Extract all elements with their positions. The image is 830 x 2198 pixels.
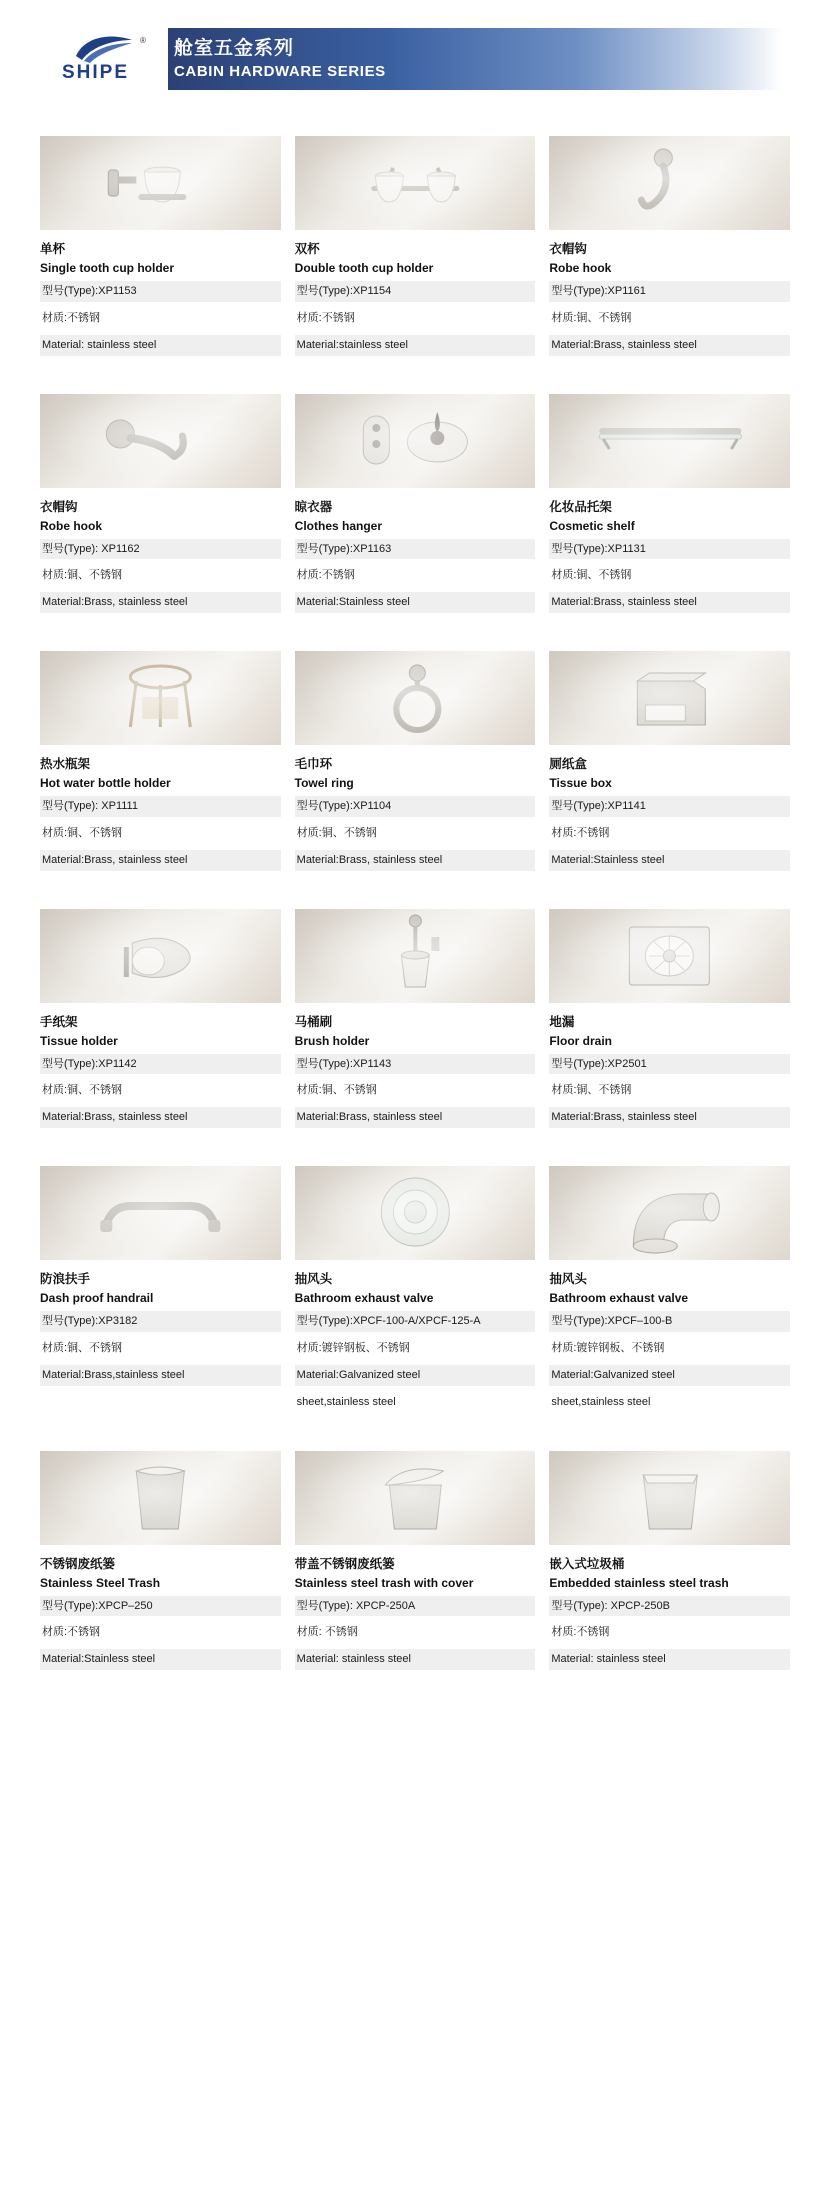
product-grid xyxy=(40,136,790,1670)
product-name-en: Hot water bottle holder xyxy=(40,776,171,791)
product-card[interactable] xyxy=(295,651,536,871)
product-material-en: Material:Brass,stainless steel xyxy=(40,1365,281,1386)
brand-logo xyxy=(48,28,168,90)
product-material-cn: 材质:不锈钢 xyxy=(42,311,101,324)
product-material-cn: 材质:铜、不锈钢 xyxy=(551,311,632,324)
product-name-cn: 抽风头 xyxy=(294,1272,333,1287)
product-image xyxy=(549,136,790,230)
product-card[interactable] xyxy=(295,136,536,356)
page-title-en: CABIN HARDWARE SERIES xyxy=(174,62,386,80)
product-name-cn: 手纸架 xyxy=(40,1014,78,1029)
product-card[interactable] xyxy=(40,1451,281,1671)
product-material-en: Material:Stainless steel xyxy=(295,592,536,613)
product-name-en: Clothes hanger xyxy=(294,518,383,533)
product-name-cn: 抽风头 xyxy=(549,1272,587,1287)
product-model: 型号(Type):XP1163 xyxy=(295,539,536,560)
product-name-cn: 化妆品托架 xyxy=(549,499,612,514)
product-material-cn: 材质:镀锌钢板、不锈钢 xyxy=(296,1341,410,1354)
product-image xyxy=(549,651,790,745)
page-title-cn: 舱室五金系列 xyxy=(174,37,295,59)
product-name-en: Single tooth cup holder xyxy=(40,261,174,275)
product-name-en: Stainless steel trash with cover xyxy=(294,1575,474,1590)
product-material-cn: 材质:铜、不锈钢 xyxy=(551,569,632,582)
product-name-en: Towel ring xyxy=(294,776,354,791)
product-name-cn: 嵌入式垃圾桶 xyxy=(549,1556,625,1571)
product-model: 型号(Type): XPCP-250B xyxy=(549,1596,790,1617)
product-image xyxy=(40,1166,281,1260)
product-name-en: Stainless Steel Trash xyxy=(40,1575,161,1590)
product-material-en: Material: stainless steel xyxy=(295,1649,536,1670)
product-material-en: Material:Brass, stainless steel xyxy=(549,592,790,613)
product-card[interactable] xyxy=(40,651,281,871)
brand-name: SHIPE xyxy=(62,62,130,83)
product-image xyxy=(549,909,790,1003)
product-name-cn: 厕纸盒 xyxy=(549,757,587,772)
product-material-cn: 材质:不锈钢 xyxy=(296,569,355,582)
product-name-en: Bathroom exhaust valve xyxy=(294,1291,434,1306)
product-material-cn: 材质:不锈钢 xyxy=(42,1626,101,1639)
product-material-en: Material:Brass, stainless steel xyxy=(295,850,536,871)
product-image xyxy=(295,136,536,230)
product-material-cn: 材质:铜、不锈钢 xyxy=(296,1084,377,1097)
product-model: 型号(Type):XPCF–100-B xyxy=(549,1311,790,1332)
product-model: 型号(Type): XP1162 xyxy=(40,539,281,560)
product-model: 型号(Type):XP1142 xyxy=(40,1054,281,1075)
product-name-cn: 双杯 xyxy=(294,242,320,256)
product-material-cn: 材质:铜、不锈钢 xyxy=(42,569,123,582)
product-name-en: Floor drain xyxy=(549,1033,612,1048)
product-model: 型号(Type):XP1154 xyxy=(295,281,536,302)
product-material-en: Material:Galvanized steel xyxy=(549,1365,790,1386)
product-material-en: Material:Brass, stainless steel xyxy=(40,1107,281,1128)
product-model: 型号(Type):XP1131 xyxy=(549,539,790,560)
product-material-en-2: sheet,stainless steel xyxy=(551,1395,651,1408)
product-image xyxy=(40,136,281,230)
product-card[interactable] xyxy=(40,136,281,356)
product-material-en: Material: stainless steel xyxy=(549,1649,790,1670)
product-image xyxy=(549,1451,790,1545)
product-image xyxy=(40,394,281,488)
catalog-page xyxy=(0,28,830,1670)
product-name-en: Robe hook xyxy=(549,261,612,275)
product-card[interactable] xyxy=(549,394,790,614)
product-model: 型号(Type):XP1143 xyxy=(295,1054,536,1075)
product-material-cn: 材质:不锈钢 xyxy=(551,826,610,839)
product-name-en: Embedded stainless steel trash xyxy=(549,1575,729,1590)
product-model: 型号(Type):XP3182 xyxy=(40,1311,281,1332)
page-header xyxy=(48,28,782,90)
product-material-cn: 材质:铜、不锈钢 xyxy=(42,826,123,839)
product-name-cn: 带盖不锈钢废纸篓 xyxy=(294,1556,395,1571)
product-material-en: Material:Brass, stainless steel xyxy=(40,592,281,613)
product-name-en: Cosmetic shelf xyxy=(549,518,635,533)
product-card[interactable] xyxy=(549,909,790,1129)
product-name-en: Dash proof handrail xyxy=(40,1291,154,1306)
product-name-cn: 马桶刷 xyxy=(294,1014,333,1029)
product-material-en: Material:Galvanized steel xyxy=(295,1365,536,1386)
product-model: 型号(Type):XPCP–250 xyxy=(40,1596,281,1617)
product-material-en: Material:stainless steel xyxy=(295,335,536,356)
product-image xyxy=(295,1451,536,1545)
product-name-en: Robe hook xyxy=(40,518,102,533)
product-material-en: Material: stainless steel xyxy=(40,335,281,356)
product-model: 型号(Type):XP2501 xyxy=(549,1054,790,1075)
product-model: 型号(Type):XP1141 xyxy=(549,796,790,817)
product-name-cn: 衣帽钩 xyxy=(40,499,78,514)
registered-mark: ® xyxy=(140,36,146,45)
product-material-en: Material:Brass, stainless steel xyxy=(295,1107,536,1128)
product-name-cn: 衣帽钩 xyxy=(549,242,587,256)
product-material-cn: 材质:不锈钢 xyxy=(551,1626,610,1639)
product-model: 型号(Type): XP1111 xyxy=(40,796,281,817)
product-card[interactable] xyxy=(549,651,790,871)
product-name-en: Tissue holder xyxy=(40,1033,118,1048)
product-card[interactable] xyxy=(549,1451,790,1671)
product-card[interactable] xyxy=(295,1451,536,1671)
product-material-cn: 材质:铜、不锈钢 xyxy=(42,1084,123,1097)
product-name-cn: 防浪扶手 xyxy=(40,1272,91,1287)
product-image xyxy=(40,1451,281,1545)
product-material-cn: 材质: 不锈钢 xyxy=(296,1626,358,1639)
product-name-en: Bathroom exhaust valve xyxy=(549,1291,689,1306)
product-card[interactable] xyxy=(40,909,281,1129)
product-image xyxy=(295,651,536,745)
product-material-cn: 材质:不锈钢 xyxy=(296,311,355,324)
product-name-cn: 不锈钢废纸篓 xyxy=(40,1556,116,1571)
product-name-en: Brush holder xyxy=(294,1033,370,1048)
product-material-cn: 材质:镀锌钢板、不锈钢 xyxy=(551,1341,665,1354)
product-card[interactable] xyxy=(549,136,790,356)
product-name-cn: 地漏 xyxy=(549,1014,575,1029)
product-image xyxy=(295,909,536,1003)
product-image xyxy=(295,394,536,488)
swoosh-icon xyxy=(74,34,136,64)
product-card[interactable] xyxy=(40,394,281,614)
product-card[interactable] xyxy=(295,394,536,614)
product-model: 型号(Type):XPCF-100-A/XPCF-125-A xyxy=(295,1311,536,1332)
header-titles xyxy=(174,37,386,82)
product-card[interactable] xyxy=(295,909,536,1129)
product-card[interactable] xyxy=(549,1166,790,1412)
product-material-cn: 材质:铜、不锈钢 xyxy=(42,1341,123,1354)
product-model: 型号(Type): XPCP-250A xyxy=(295,1596,536,1617)
product-card[interactable] xyxy=(295,1166,536,1412)
product-material-en: Material:Brass, stainless steel xyxy=(549,1107,790,1128)
product-model: 型号(Type):XP1161 xyxy=(549,281,790,302)
product-name-en: Tissue box xyxy=(549,776,612,791)
product-material-cn: 材质:铜、不锈钢 xyxy=(296,826,377,839)
product-material-en: Material:Stainless steel xyxy=(40,1649,281,1670)
product-card[interactable] xyxy=(40,1166,281,1412)
product-name-en: Double tooth cup holder xyxy=(294,261,434,275)
product-model: 型号(Type):XP1153 xyxy=(40,281,281,302)
product-image xyxy=(40,651,281,745)
product-name-cn: 热水瓶架 xyxy=(40,757,91,772)
product-material-en: Material:Brass, stainless steel xyxy=(40,850,281,871)
product-name-cn: 毛巾环 xyxy=(294,757,333,772)
product-image xyxy=(549,1166,790,1260)
product-image xyxy=(40,909,281,1003)
product-material-cn: 材质:铜、不锈钢 xyxy=(551,1084,632,1097)
product-image xyxy=(549,394,790,488)
product-image xyxy=(295,1166,536,1260)
product-model: 型号(Type):XP1104 xyxy=(295,796,536,817)
product-material-en: Material:Brass, stainless steel xyxy=(549,335,790,356)
product-material-en: Material:Stainless steel xyxy=(549,850,790,871)
product-material-en-2: sheet,stainless steel xyxy=(296,1395,396,1408)
product-name-cn: 晾衣器 xyxy=(294,499,333,514)
product-name-cn: 单杯 xyxy=(40,242,66,256)
